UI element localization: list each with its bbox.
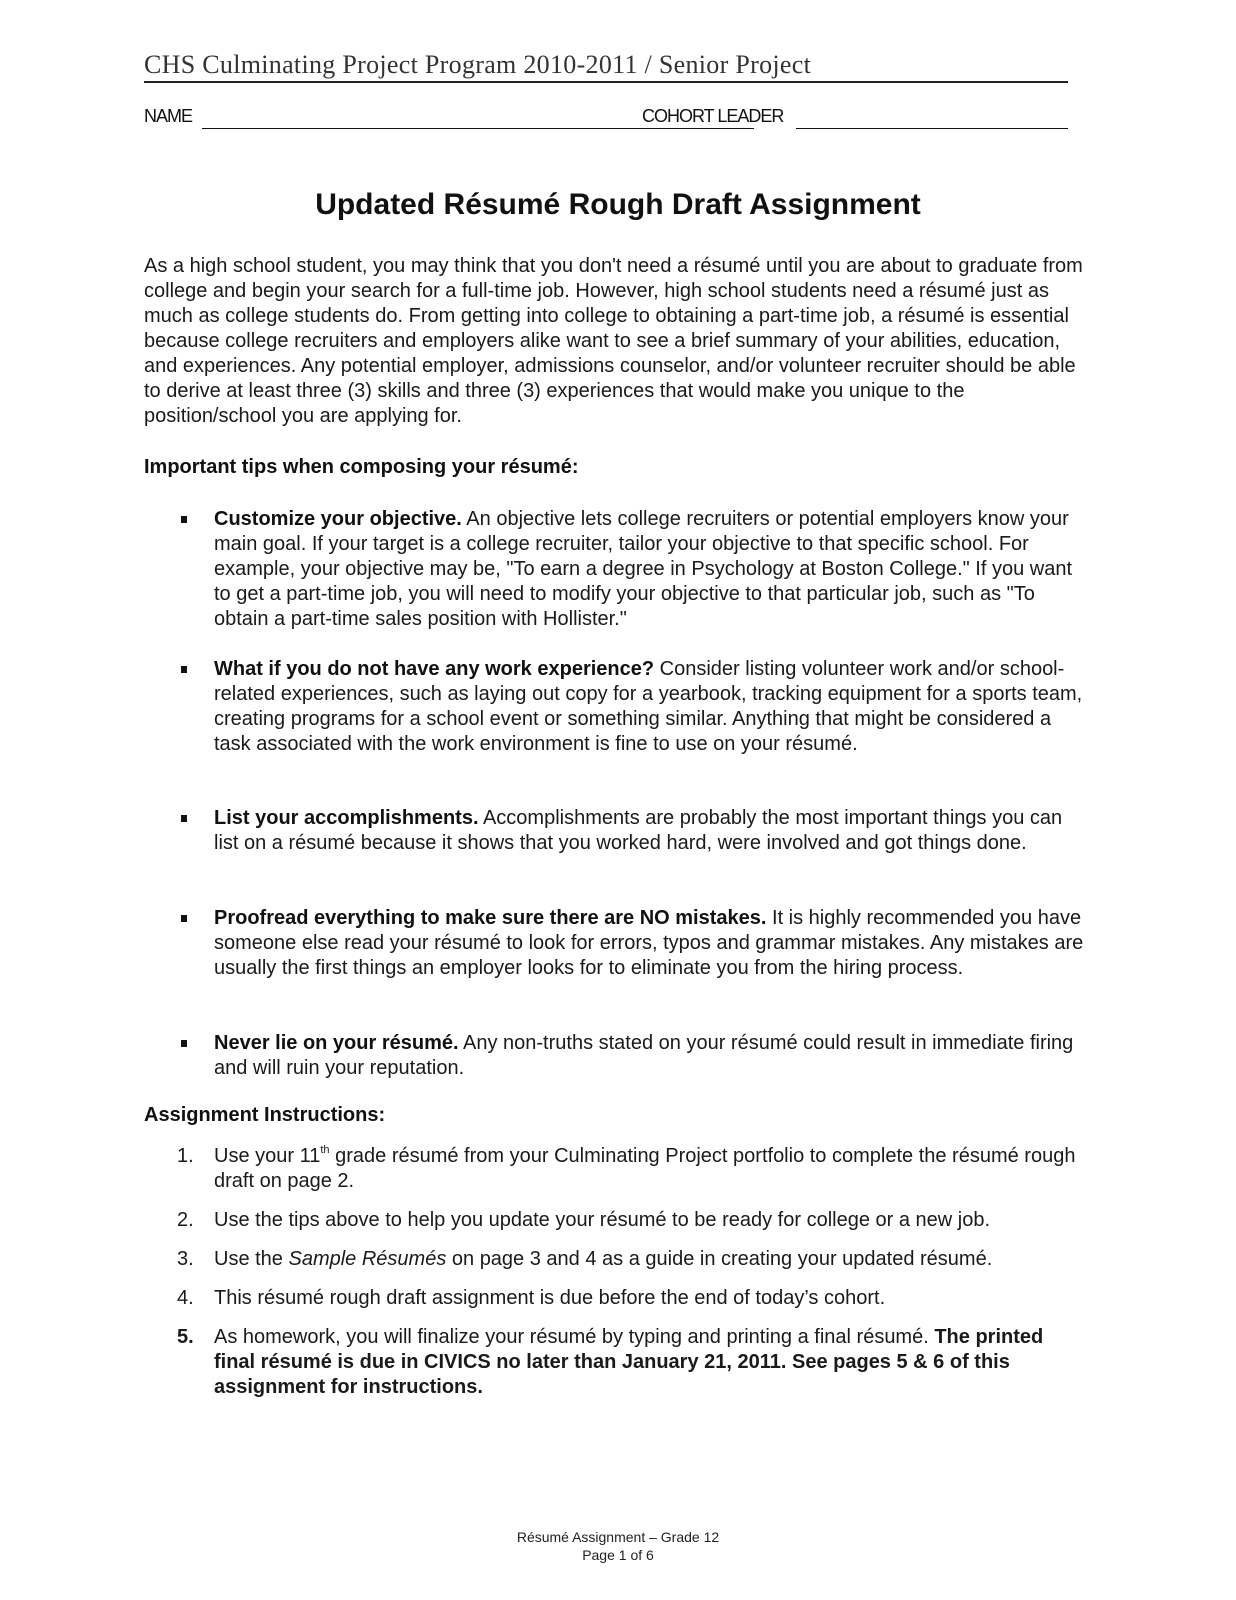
tip-item (214, 507, 1084, 632)
intro-paragraph: As a high school student, you may think that you don't need a résumé until you are about to graduate from college and begin your search for a full-time job. However, high school students need a résumé just as much as college students do. From getting into college to obtaining a part-time job, a résumé is essential because college recruiters and employers alike want to see a brief summary of your abilities, education, and experiences. Any potential employer, admissions counselor, and/or volunteer recruiter should be able to derive at least three (3) skills and three (3) experiences that would make you unique to the position/school you are applying for. (144, 255, 1083, 427)
instruction-text: Use the (214, 1248, 289, 1270)
tip-lead: Customize your objective. (214, 508, 462, 530)
square-bullet-icon (181, 516, 187, 523)
program-header-title: CHS Culminating Project Program 2010-2011 / Senior Project (144, 50, 1068, 83)
instruction-item (177, 1208, 1084, 1233)
tip-text: Accomplishments are probably the most important things you can list on a résumé because it shows that you worked hard, were involved and got things done. (214, 807, 1063, 854)
instruction-number: 4. (177, 1287, 194, 1309)
instruction-text: grade résumé from your Culminating Project portfolio to complete the résumé rough draft on page 2. (214, 1145, 1076, 1192)
instruction-text: As homework, you will finalize your résumé by typing and printing a final résumé. (214, 1326, 935, 1348)
instructions-heading: Assignment Instructions: (144, 1104, 386, 1126)
tip-item (214, 1031, 1084, 1081)
footer-assignment-label: Résumé Assignment – Grade 12 (516, 1529, 720, 1545)
name-label: NAME (144, 106, 193, 126)
tip-item (214, 806, 1084, 856)
tip-lead: Proofread everything to make sure there are NO mistakes. (214, 907, 767, 929)
tip-item (214, 906, 1084, 981)
instruction-text: Use your 11 (214, 1145, 321, 1167)
tip-lead: Never lie on your résumé. (214, 1032, 459, 1054)
instruction-item (177, 1247, 1084, 1272)
square-bullet-icon (181, 666, 187, 673)
instruction-item (177, 1144, 1084, 1194)
tip-text: An objective lets college recruiters or potential employers know your main goal. If your target is a college recruiter, tailor your objective to that specific school. For example, your objective may be, "To earn a degree in Psychology at Boston College." If you want to get a part-time job, you will need to modify your objective to that particular job, such as "To obtain a part-time sales position with Hollister." (214, 508, 1073, 630)
name-blank-line (202, 128, 754, 129)
instruction-number: 3. (177, 1248, 194, 1270)
page-title: Updated Résumé Rough Draft Assignment (315, 188, 921, 221)
ordinal-superscript: th (320, 1144, 330, 1156)
tip-text: Any non-truths stated on your résumé could result in immediate firing and will ruin your reputation. (214, 1032, 1074, 1079)
footer-page-number: Page 1 of 6 (582, 1547, 654, 1563)
tips-heading: Important tips when composing your résumé: (144, 456, 579, 478)
instruction-number: 2. (177, 1209, 194, 1231)
square-bullet-icon (181, 1040, 187, 1047)
instruction-number: 1. (177, 1145, 194, 1167)
name-cohort-row (144, 106, 1068, 132)
cohort-leader-blank-line (796, 128, 1068, 129)
instruction-item (177, 1325, 1084, 1400)
tip-lead: List your accomplishments. (214, 807, 479, 829)
square-bullet-icon (181, 915, 187, 922)
instruction-text: on page 3 and 4 as a guide in creating your updated résumé. (446, 1248, 993, 1270)
instruction-item (177, 1286, 1084, 1311)
instruction-text: Use the tips above to help you update your résumé to be ready for college or a new job. (214, 1209, 991, 1231)
sample-resumes-reference: Sample Résumés (288, 1248, 447, 1270)
tip-item (214, 657, 1084, 757)
cohort-leader-label: COHORT LEADER (642, 106, 784, 126)
instruction-number: 5. (177, 1326, 194, 1348)
due-date-notice: The printed final résumé is due in CIVICS no later than January 21, 2011. See pages 5 & 6 of this assignment for instructions. (214, 1326, 1044, 1398)
square-bullet-icon (181, 815, 187, 822)
instruction-text: This résumé rough draft assignment is due before the end of today’s cohort. (214, 1287, 886, 1309)
tip-text: Consider listing volunteer work and/or school-related experiences, such as laying out copy for a yearbook, tracking equipment for a sports team, creating programs for a school event or something similar. Anything that might be considered a task associated with the work environment is fine to use on your résumé. (214, 658, 1083, 755)
page-footer (0, 1528, 1236, 1564)
tip-text: It is highly recommended you have someone else read your résumé to look for errors, typos and grammar mistakes. Any mistakes are usually the first things an employer looks for to eliminate you from the hiring process. (214, 907, 1084, 979)
tip-lead: What if you do not have any work experience? (214, 658, 655, 680)
